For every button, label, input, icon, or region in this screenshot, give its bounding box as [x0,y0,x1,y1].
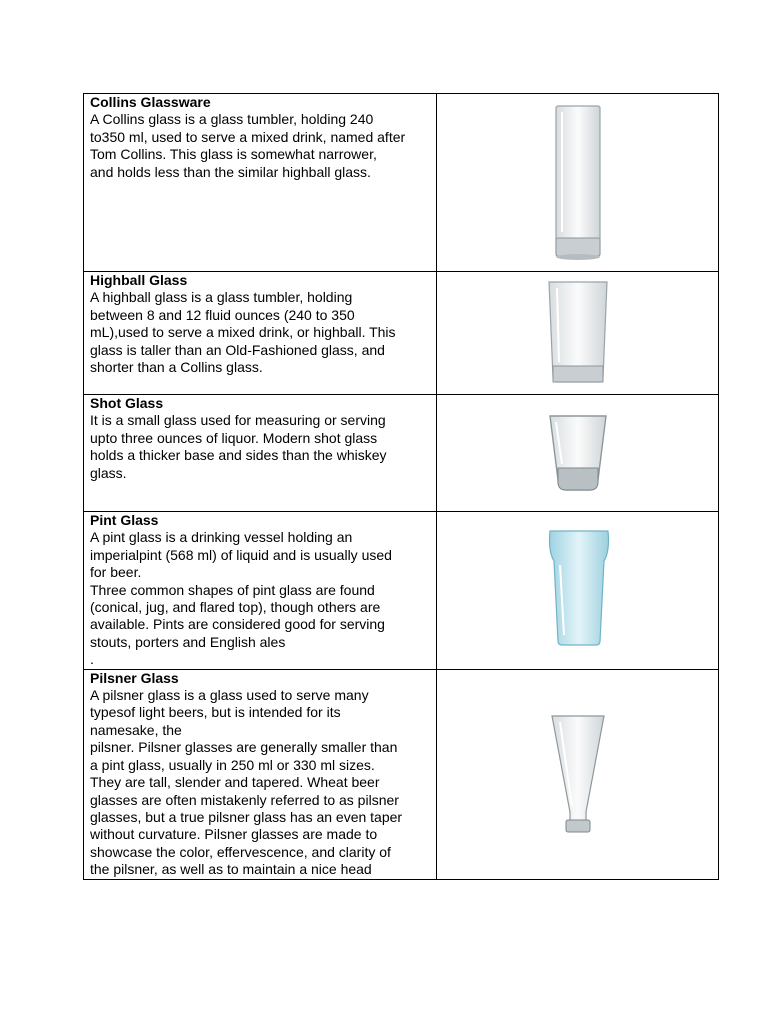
row-description: It is a small glass used for measuring or serving upto three ounces of liquor. Modern shot glass holds a thicker base and sides than the whiskey glass. [90,412,387,481]
row-description: A Collins glass is a glass tumbler, holding 240 to350 ml, used to serve a mixed drink, named after Tom Collins. This glass is somewhat narrower, and holds less than the similar highball glass. [90,111,406,180]
image-cell [437,272,719,395]
text-cell [84,272,437,395]
table-row [84,512,719,670]
table-row [84,669,719,879]
row-description: A pilsner glass is a glass used to serve many typesof light beers, but is intended for its namesake, the pilsner. Pilsner glasses are generally smaller than a pint glass, usually in 250 ml or 330 ml sizes. They are tall, slender and tapered. Wheat beer glasses are often mistakenly referred to as pilsner glasses, but a true pilsner glass has an even taper without curvature. Pilsner glasses are made to showcase the color, effervescence, and clarity of the pilsner, as well as to maintain a nice head [90,687,403,878]
row-description: A highball glass is a glass tumbler, holding between 8 and 12 fluid ounces (240 to 350 mL),used to serve a mixed drink, or highball. This glass is taller than an Old-Fashioned glass, and shorter than a Collins glass. [90,289,396,376]
pint-glass-icon [518,525,638,655]
text-cell [84,94,437,272]
row-title: Pint Glass [90,512,159,528]
table-row [84,395,719,512]
text-cell [84,669,437,879]
image-cell [437,669,719,879]
row-description: A pint glass is a drinking vessel holding an imperialpint (568 ml) of liquid and is usually used for beer. Three common shapes of pint glass are found (conical, jug, and flared top), though others are available. Pints are considered good for serving stouts, porters and English ales . [90,529,392,668]
table-row [84,272,719,395]
highball-glass-icon [543,278,613,388]
text-cell [84,512,437,670]
shot-glass-icon [546,410,610,496]
row-title: Collins Glassware [90,94,211,110]
row-title: Pilsner Glass [90,669,179,686]
collins-glass-icon [548,102,608,264]
image-cell [437,512,719,670]
row-title: Shot Glass [90,395,164,411]
table-row [84,94,719,272]
pilsner-glass-icon [548,712,608,836]
row-title: Highball Glass [90,272,188,288]
image-cell [437,94,719,272]
text-cell [84,395,437,512]
image-cell [437,395,719,512]
glassware-table [83,93,719,880]
